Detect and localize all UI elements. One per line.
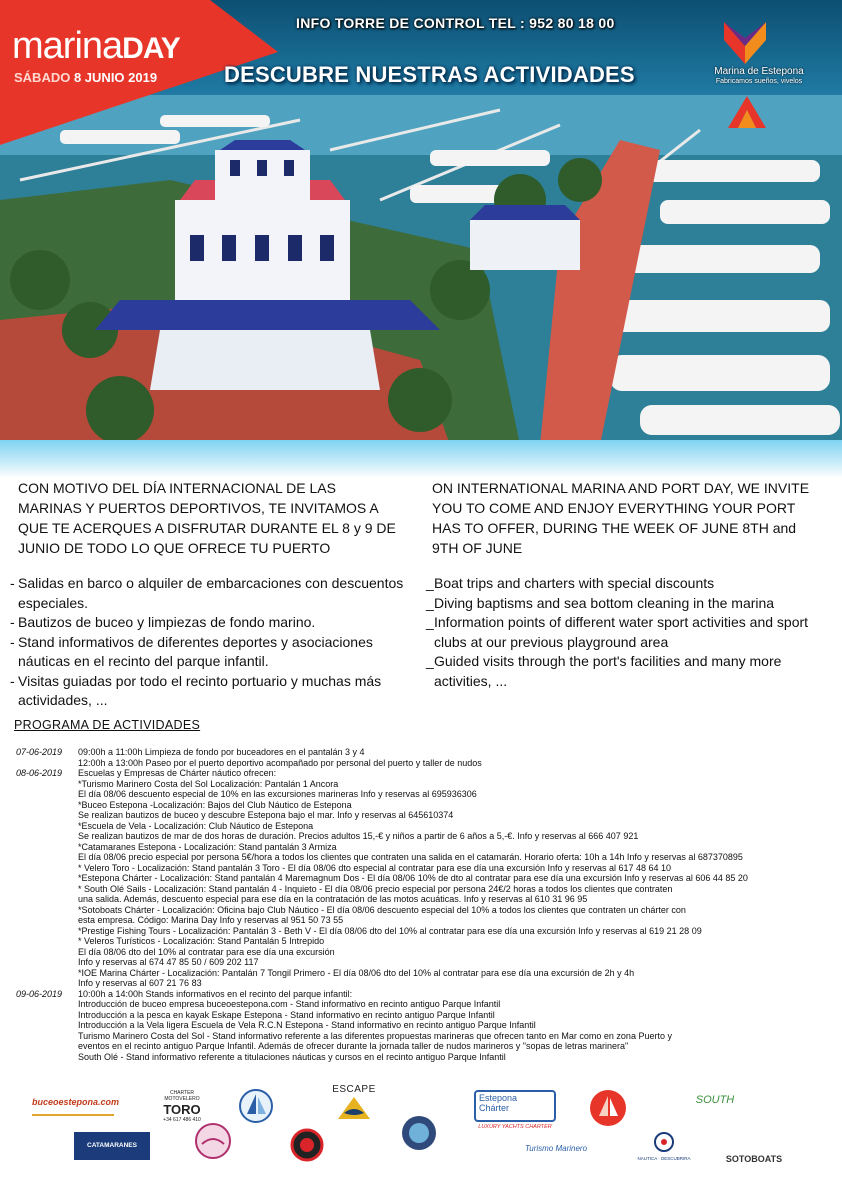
kayak-fish-icon [334, 1095, 374, 1121]
schedule-line: *Prestige Fishing Tours - Localización: Pantalán 3 - Beth V - El día 08/06 dto del 10% al contratar para ese día una excursión Info y reservas al 619 21 28 09 [78, 925, 702, 936]
prestige-fishing-badge-icon [194, 1122, 232, 1160]
schedule-line: *Buceo Estepona -Localización: Bajos del Club Náutico de Estepona [78, 799, 352, 810]
schedule-day [16, 768, 836, 989]
event-title [12, 26, 180, 69]
red-sailboat-badge-icon [588, 1088, 628, 1128]
list-item: - Salidas en barco o alquiler de embarcaciones con descuentos especiales. [10, 575, 404, 611]
schedule-line: 09:00h a 11:00h Limpieza de fondo por buceadores en el pantalán 3 y 4 [78, 747, 365, 757]
schedule-line: 12:00h a 13:00h Paseo por el puerto deportivo acompañado por personal del puerto y taller de nudos [78, 757, 482, 768]
event-date [14, 70, 157, 85]
list-item: _ Guided visits through the port's facilities and many more activities, ... [426, 653, 782, 689]
event-date-day: 8 JUNIO 2019 [73, 70, 158, 85]
intro-english: ON INTERNATIONAL MARINA AND PORT DAY, WE INVITE YOU TO COME AND ENJOY EVERYTHING YOUR PORT HAS TO OFFER, DURING THE WEEK OF JUNE 8TH and 9TH OF JUNE [432, 480, 810, 556]
schedule-line: Escuelas y Empresas de Chárter náutico ofrecen: [78, 768, 277, 778]
schedule-line: *Turismo Marinero Costa del Sol Localización: Pantalán 1 Ancora [78, 778, 339, 789]
sponsor-estepona-charter: Estepona Chárter LUXURY YACHTS CHARTER [474, 1090, 556, 1132]
schedule-line: *Catamaranes Estepona - Localización: Stand pantalán 3 Armiza [78, 841, 337, 852]
sponsor-sotoboats: SOTOBOATS [725, 1154, 783, 1164]
bullet-list-english [426, 574, 826, 691]
schedule-line: * Velero Toro - Localización: Stand pantalán 3 Toro - El día 08/06 dto especial al contratar para ese día una excursión Info y reservas al 617 48 64 10 [78, 862, 672, 873]
marina-estepona-logo-icon [720, 18, 770, 66]
schedule-line: Info y reservas al 607 21 76 83 [78, 978, 202, 988]
schedule-line: Introducción a la Vela ligera Escuela de Vela R.C.N Estepona - Stand informativo en recinto antiguo Parque Infantil [78, 1020, 536, 1030]
logo-name: Marina de Estepona [714, 66, 804, 77]
sponsor-nautica: NAUTICA · DESCUBRIRA [634, 1130, 694, 1161]
ship-wheel-icon [649, 1130, 679, 1154]
schedule-line: *Estepona Chárter - Localización: Stand pantalán 4 Maremagnum Dos - El día 08/06 10% de dto al contratar para ese día una excursión Info y reservas al 606 44 85 20 [78, 873, 748, 883]
list-item: _ Boat trips and charters with special discounts [426, 575, 715, 591]
list-item: - Bautizos de buceo y limpiezas de fondo marino. [10, 614, 316, 630]
event-date-weekday: SÁBADO [14, 70, 71, 85]
schedule-date: 07-06-2019 [16, 747, 63, 757]
wave-divider [0, 440, 842, 478]
sponsor-buceo-estepona: buceoestepona.com [32, 1090, 114, 1116]
schedule-line: Info y reservas al 674 47 85 50 / 609 202 117 [78, 957, 259, 967]
schedule-details [78, 989, 836, 1063]
schedule-line: Se realizan bautizos de mar de dos horas de duración. Precios adultos 15,-€ y niños a partir de 6 años a 5,-€. Info y reservas al 666 407 921 [78, 831, 639, 841]
bullet-list-spanish [10, 574, 410, 711]
schedule-line: El día 08/06 precio especial por persona 5€/hora a todos los clientes que contraten una salida en el catamarán. Horario oferta: 10h a 14h Info y reservas al 687370895 [78, 852, 743, 862]
intro-spanish: CON MOTIVO DEL DÍA INTERNACIONAL DE LAS MARINAS Y PUERTOS DEPORTIVOS, TE INVITAMOS A QUE TE ACERQUES A DISFRUTAR DURANTE EL 8 y 9 DE JUNIO DE TODO LO QUE OFRECE TU PUERTO [18, 480, 396, 556]
schedule-line: El día 08/06 dto del 10% al contratar para ese día una excursión [78, 946, 335, 957]
control-tower-phone: INFO TORRE DE CONTROL TEL : 952 80 18 00 [296, 15, 615, 31]
sponsor-south-ole: SOUTH [695, 1094, 735, 1106]
program-title: PROGRAMA DE ACTIVIDADES [14, 718, 201, 732]
schedule-date: 09-06-2019 [16, 988, 63, 999]
list-item: - Visitas guiadas por todo el recinto portuario y muchas más actividades, ... [10, 672, 382, 708]
logo-tagline: Fabricamos sueños, vivelos [715, 78, 803, 85]
sponsor-logos [0, 1080, 842, 1185]
schedule-line: eventos en el recinto antiguo Parque Infantil. Además de ofrecer durante la jornada taller de nudos marineros y "sopas de letras marinera" [78, 1041, 629, 1051]
hero-photo [0, 0, 842, 445]
schedule-line: El día 08/06 descuento especial de 10% en las excursiones marineras Info y reservas al 695936306 [78, 789, 477, 799]
schedule-line: *IOE Marina Chárter - Localización: Pantalán 7 Tongil Primero - El día 08/06 dto del 10% al contratar para ese día una excursión de 2h y 4h [78, 967, 635, 978]
club-nautico-badge-icon [290, 1128, 324, 1162]
schedule-date: 08-06-2019 [16, 768, 63, 778]
schedule-line: Turismo Marinero Costa del Sol - Stand informativo referente a las diferentes propuestas marineras que ofrecen tanto en Mar como en zona Puerto y [78, 1030, 672, 1041]
schedule-line: * Veleros Turísticos - Localización: Stand Pantalán 5 Intrepido [78, 936, 325, 946]
schedule-day [16, 989, 836, 1063]
schedule-line: *Escuela de Vela - Localización: Club Náutico de Estepona [78, 820, 314, 831]
schedule-line: esta empresa. Código: Marina Day Info y reservas al 951 50 73 55 [78, 915, 344, 925]
schedule-line: *Sotoboats Chárter - Localización: Oficina bajo Club Náutico - El día 08/06 descuento especial del 10% a todos los clientes que contraten un chárter con [78, 904, 686, 915]
sponsor-turismo-marinero: Turismo Marinero [524, 1144, 588, 1153]
sponsor-escape: ESCAPE [332, 1084, 376, 1123]
list-item: _ Diving baptisms and sea bottom cleaning in the marina [426, 594, 775, 611]
schedule-details [78, 768, 836, 989]
schedule-line: * South Olé Sails - Localización: Stand pantalán 4 - Inquieto - El día 08/06 precio especial por persona 24€/2 horas a todos los clientes que contraten [78, 883, 673, 894]
schedule-day [16, 747, 836, 768]
diving-club-badge-icon [400, 1114, 438, 1152]
schedule-details [78, 747, 836, 768]
program-schedule [16, 747, 836, 1062]
schedule-line: 10:00h a 14:00h Stands informativos en el recinto del parque infantil: [78, 988, 353, 999]
schedule-line: Introducción a la pesca en kayak Eskape Estepona - Stand informativo en recinto antiguo Parque Infantil [78, 1009, 495, 1020]
schedule-line: Se realizan bautizos de buceo y descubre Estepona bajo el mar. Info y reservas al 645610374 [78, 810, 454, 820]
event-title-day: DAY [122, 32, 180, 65]
list-item: - Stand informativos de diferentes deportes y asociaciones náuticas en el recinto del parque infantil. [10, 633, 373, 669]
schedule-line: South Olé - Stand informativo referente a titulaciones náuticas y cursos en el recinto antiguo Parque Infantil [78, 1051, 506, 1062]
list-item: _ Information points of different water sport activities and sport clubs at our previous playground area [426, 614, 809, 650]
marina-estepona-emblem-icon [724, 92, 770, 132]
schedule-line: Introducción de buceo empresa buceoestepona.com - Stand informativo en recinto antiguo Parque Infantil [78, 999, 501, 1009]
sponsor-velero-toro: CHARTER MOTOVELERO TORO +34 617 486 410 [163, 1090, 201, 1123]
sponsor-catamaranes-estepona: CATAMARANES ESTEPONA [74, 1132, 150, 1160]
event-title-marina: marina [12, 25, 123, 67]
headline: DESCUBRE NUESTRAS ACTIVIDADES [224, 62, 635, 87]
sailing-school-emblem-icon [238, 1088, 274, 1124]
schedule-line: una salida. Además, descuento especial para ese día en la contratación de las motos acuáticas. Info y reservas al 610 31 96 95 [78, 894, 588, 904]
